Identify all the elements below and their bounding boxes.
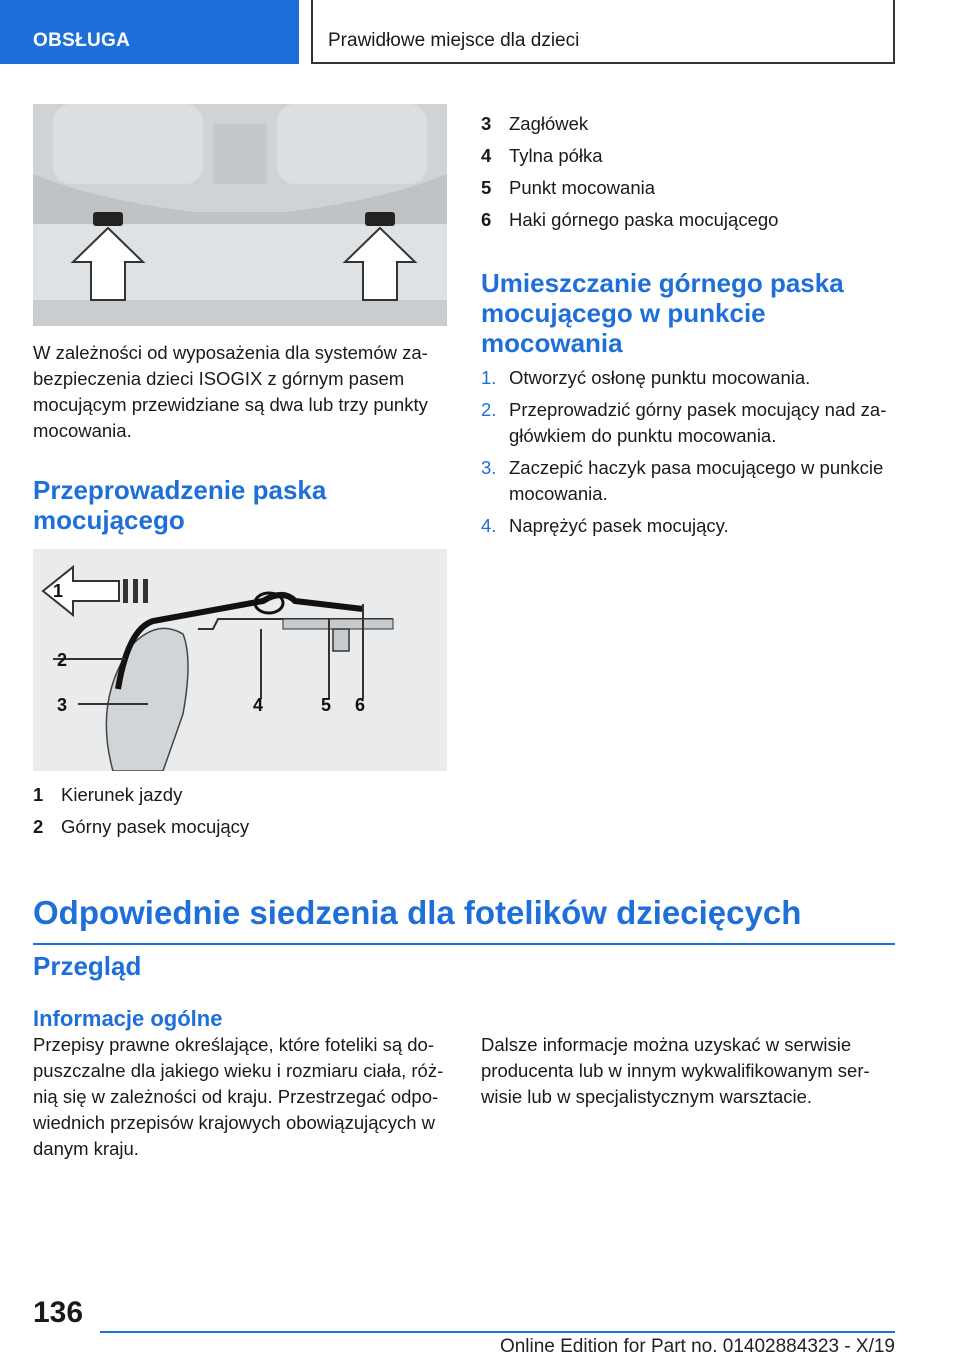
chapter-title: Prawidłowe miejsce dla dzieci [328,30,580,51]
step-number: 2. [481,399,497,420]
legend-number: 4 [481,145,492,166]
instruction-steps [481,365,895,545]
legend-item [481,172,895,204]
legend-item [33,811,447,843]
step-text: Przeprowadzić górny pasek mocujący nad zagłówkiem do punktu mocowania. [509,399,887,446]
step-number: 3. [481,457,497,478]
legend-number: 6 [481,209,492,230]
general-info-heading: Informacje ogólne [33,1006,223,1031]
step-item [481,513,895,539]
edition-info: Online Edition for Part no. 01402884323 - X/19 [499,1336,895,1357]
section-label: OBSŁUGA [33,30,131,51]
figure-label-3: 3 [57,695,68,715]
section-title: Odpowiednie siedzenia dla fotelików dziecięcych [33,893,895,945]
legend-number: 1 [33,784,44,805]
figure-label-2: 2 [57,650,68,670]
legend-label: Kierunek jazdy [61,784,183,805]
figure-label-6: 6 [355,695,366,715]
step-text: Zaczepić haczyk pasa mocującego w punkcie mocowania. [509,457,884,504]
legend-number: 3 [481,113,492,134]
footer-divider [100,1331,895,1333]
tether-placement-heading: Umieszczanie górnego paska mocującego w punkcie mocowania [481,268,844,358]
tether-diagram-illustration [33,549,447,771]
legend-item [33,779,447,811]
legend-label: Punkt mocowania [509,177,656,198]
figure-legend-right [481,108,895,236]
legend-number: 2 [33,816,44,837]
step-number: 4. [481,515,497,536]
legend-item [481,204,895,236]
anchor-points-photo [33,104,447,326]
legend-label: Tylna półka [509,145,603,166]
step-text: Naprężyć pasek mocujący. [509,515,729,536]
tether-routing-heading: Przeprowadzenie paska mocującego [33,475,327,535]
intro-paragraph: W zależności od wyposażenia dla systemów zabezpieczenia dzieci ISOGIX z górnym pasem mocującym przewidziane są dwa lub trzy punkty mocowania. [33,342,428,441]
anchor-points-illustration [33,104,447,326]
legend-number: 5 [481,177,492,198]
legend-item [481,140,895,172]
figure-legend-left [33,779,447,843]
legend-label: Górny pasek mocujący [61,816,250,837]
step-number: 1. [481,367,497,388]
page-number: 136 [33,1296,84,1329]
figure-label-1: 1 [53,581,64,601]
tether-routing-diagram [33,549,447,771]
figure-label-5: 5 [321,695,332,715]
regulations-paragraph: Przepisy prawne określające, które foteliki są dopuszczalne dla jakiego wieku i rozmiaru ciała, różnią się w zależności od kraju. Przestrzegać odpowiednich przepisów krajowych obowiązujących w danym kraju. [33,1034,444,1159]
chapter-tab [311,0,895,64]
overview-heading: Przegląd [33,951,142,981]
step-item [481,397,895,449]
step-item [481,455,895,507]
legend-item [481,108,895,140]
step-text: Otworzyć osłonę punktu mocowania. [509,367,811,388]
section-tab [0,0,299,64]
legend-label: Haki górnego paska mocującego [509,209,779,230]
service-info-paragraph: Dalsze informacje można uzyskać w serwisie producenta lub w innym wykwalifikowanym serwisie lub w specjalistycznym warsztacie. [481,1034,870,1107]
step-item [481,365,895,391]
figure-label-4: 4 [253,695,264,715]
legend-label: Zagłówek [509,113,589,134]
